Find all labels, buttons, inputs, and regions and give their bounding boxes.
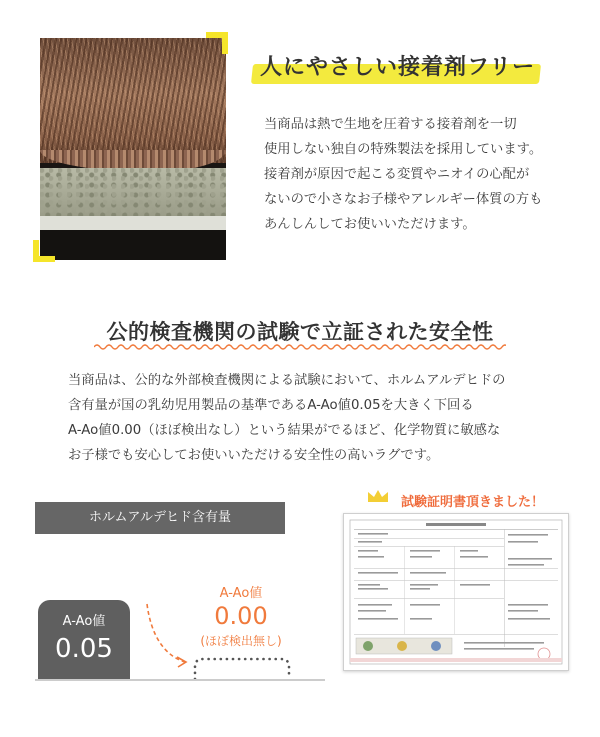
near-zero-dotted-bar xyxy=(192,656,292,680)
section2-line: お子様でも安心してお使いいただける安全性の高いラグです。 xyxy=(68,448,440,463)
standard-value-box xyxy=(38,600,130,680)
standard-label: A-Ao値 xyxy=(62,614,106,629)
product-value: 0.00 xyxy=(214,602,268,630)
certificate-title: 試験証明書頂きました！ xyxy=(401,495,545,510)
section1-line: あんしんしてお使いいただけます。 xyxy=(264,217,476,232)
section2-line: 当商品は、公的な外部検査機関による試験において、ホルムアルデヒドの xyxy=(68,373,506,388)
section1-heading: 人にやさしい接着剤フリー xyxy=(260,55,536,80)
corner-bracket-top-right xyxy=(206,32,228,54)
product-note: (ほぼ検出無し) xyxy=(200,634,282,648)
section2-line: A-Ao値0.00（ほぼ検出なし）という結果がでるほど、化学物質に敏感な xyxy=(68,423,501,438)
certificate-document-graphic xyxy=(344,514,568,670)
rug-cross-section-photo xyxy=(40,38,226,260)
wavy-underline xyxy=(94,342,506,352)
formaldehyde-label-bar: ホルムアルデヒド含有量 xyxy=(35,502,285,534)
section1-line: 使用しない独自の特殊製法を採用しています。 xyxy=(264,142,543,157)
standard-value: 0.05 xyxy=(55,634,113,664)
baseline xyxy=(35,679,325,681)
test-certificate-image xyxy=(343,513,569,671)
section1-line: 接着剤が原因で起こる変質やニオイの心配が xyxy=(264,167,530,182)
crown-icon xyxy=(366,488,390,504)
corner-bracket-bottom-left xyxy=(33,240,55,262)
section2-heading: 公的検査機関の試験で立証された安全性 xyxy=(106,320,494,344)
section1-line: ないので小さなお子様やアレルギー体質の方も xyxy=(264,192,543,207)
section2-line: 含有量が国の乳幼児用製品の基準であるA-Ao値0.05を大きく下回る xyxy=(68,398,474,413)
section1-line: 当商品は熱で生地を圧着する接着剤を一切 xyxy=(264,117,517,132)
section2-body xyxy=(68,368,548,468)
section1-body xyxy=(264,112,564,237)
product-label: A-Ao値 xyxy=(219,586,263,601)
